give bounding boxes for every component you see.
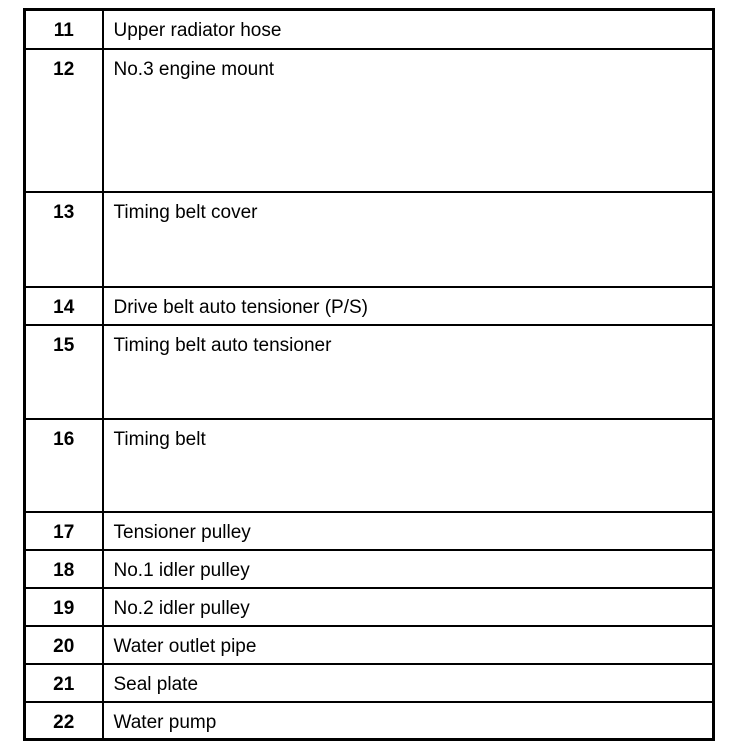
part-number: 12 [25,49,103,192]
part-number: 20 [25,626,103,664]
part-name: Tensioner pulley [103,512,714,550]
part-name: No.1 idler pulley [103,550,714,588]
part-number: 21 [25,664,103,702]
part-name: Timing belt [103,419,714,512]
table-row [25,10,714,49]
parts-table-body [25,10,714,740]
table-row [25,626,714,664]
part-name: Water outlet pipe [103,626,714,664]
part-number: 14 [25,287,103,325]
part-name: Timing belt cover [103,192,714,287]
table-row [25,512,714,550]
part-number: 11 [25,10,103,49]
part-name: Water pump [103,702,714,740]
part-name: No.2 idler pulley [103,588,714,626]
table-row [25,664,714,702]
part-name: Seal plate [103,664,714,702]
table-row [25,49,714,192]
part-number: 22 [25,702,103,740]
part-name: Upper radiator hose [103,10,714,49]
part-name: Timing belt auto tensioner [103,325,714,419]
table-row [25,550,714,588]
part-number: 13 [25,192,103,287]
part-number: 19 [25,588,103,626]
part-name: No.3 engine mount [103,49,714,192]
table-row [25,419,714,512]
parts-table [23,8,715,741]
part-name: Drive belt auto tensioner (P/S) [103,287,714,325]
part-number: 17 [25,512,103,550]
table-row [25,192,714,287]
table-row [25,287,714,325]
part-number: 18 [25,550,103,588]
part-number: 15 [25,325,103,419]
part-number: 16 [25,419,103,512]
table-row [25,325,714,419]
table-row [25,588,714,626]
table-row [25,702,714,740]
